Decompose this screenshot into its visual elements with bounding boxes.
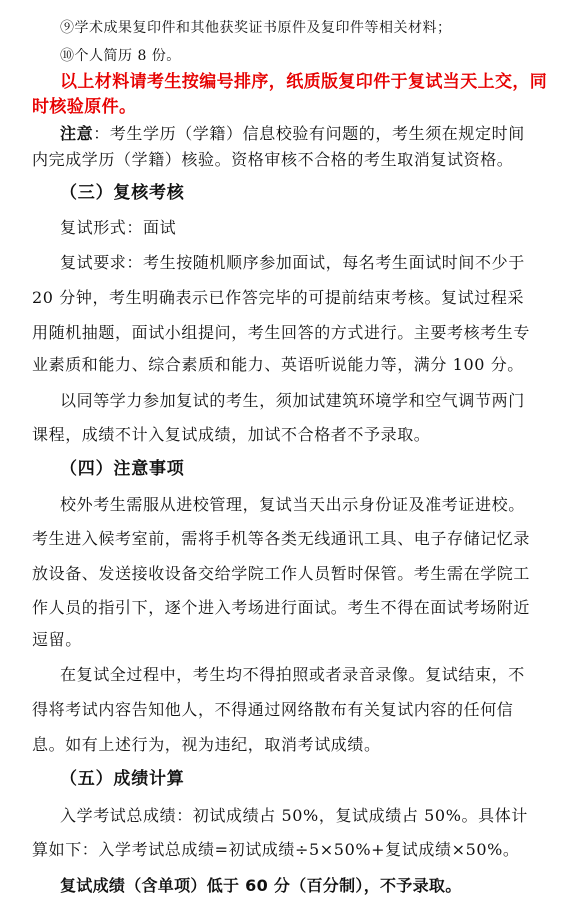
notice-p1-line-3: 放设备、发送接收设备交给学院工作人员暂时保管。考生需在学院工 — [32, 564, 531, 583]
section-3-heading: （三）复核考核 — [60, 183, 185, 203]
note-label: 注意 — [60, 124, 94, 143]
exam-req-line-4: 业素质和能力、综合素质和能力、英语听说能力等，满分 100 分。 — [32, 355, 524, 374]
exam-req-line-1: 复试要求：考生按随机顺序参加面试，每名考生面试时间不少于 — [60, 253, 525, 272]
equiv-line-2: 课程，成绩不计入复试成绩，加试不合格者不予录取。 — [32, 425, 431, 444]
final-rule: 复试成绩（含单项）低于 60 分（百分制），不予录取。 — [60, 876, 462, 895]
exam-form: 复试形式：面试 — [60, 218, 177, 237]
note-line-1 — [60, 123, 588, 145]
notice-p2-line-1: 在复试全过程中，考生均不得拍照或者录音录像。复试结束，不 — [60, 665, 525, 684]
notice-p2-line-3: 息。如有上述行为，视为违纪，取消考试成绩。 — [32, 735, 381, 754]
notice-line-1: 以上材料请考生按编号排序，纸质版复印件于复试当天上交，同 — [60, 72, 548, 92]
notice-p2-line-2: 得将考试内容告知他人，不得通过网络散布有关复试内容的任何信 — [32, 700, 514, 719]
exam-req-line-3: 用随机抽题，面试小组提问，考生回答的方式进行。主要考核考生专 — [32, 323, 531, 342]
notice-p1-line-5: 逗留。 — [32, 630, 82, 649]
note-line-2: 内完成学历（学籍）核验。资格审核不合格的考生取消复试资格。 — [32, 150, 514, 169]
section-4-heading: （四）注意事项 — [60, 459, 185, 479]
item-10: ⑩个人简历 8 份。 — [60, 48, 181, 64]
equiv-line-1: 以同等学力参加复试的考生，须加试建筑环境学和空气调节两门 — [60, 391, 525, 410]
notice-line-2: 时核验原件。 — [32, 97, 137, 117]
note-line-1-text: ：考生学历（学籍）信息校验有问题的，考生须在规定时间 — [93, 124, 525, 143]
exam-req-line-2: 20 分钟，考生明确表示已作答完毕的可提前结束考核。复试过程采 — [32, 288, 525, 307]
section-5-heading: （五）成绩计算 — [60, 769, 185, 789]
item-9: ⑨学术成果复印件和其他获奖证书原件及复印件等相关材料； — [60, 20, 452, 36]
notice-p1-line-1: 校外考生需服从进校管理，复试当天出示身份证及准考证进校。 — [60, 495, 525, 514]
notice-p1-line-2: 考生进入候考室前，需将手机等各类无线通讯工具、电子存储记忆录 — [32, 529, 531, 548]
notice-p1-line-4: 作人员的指引下，逐个进入考场进行面试。考生不得在面试考场附近 — [32, 598, 531, 617]
score-line-2: 算如下：入学考试总成绩=初试成绩÷5×50%+复试成绩×50%。 — [32, 840, 520, 859]
score-line-1: 入学考试总成绩：初试成绩占 50%，复试成绩占 50%。具体计 — [60, 806, 528, 825]
